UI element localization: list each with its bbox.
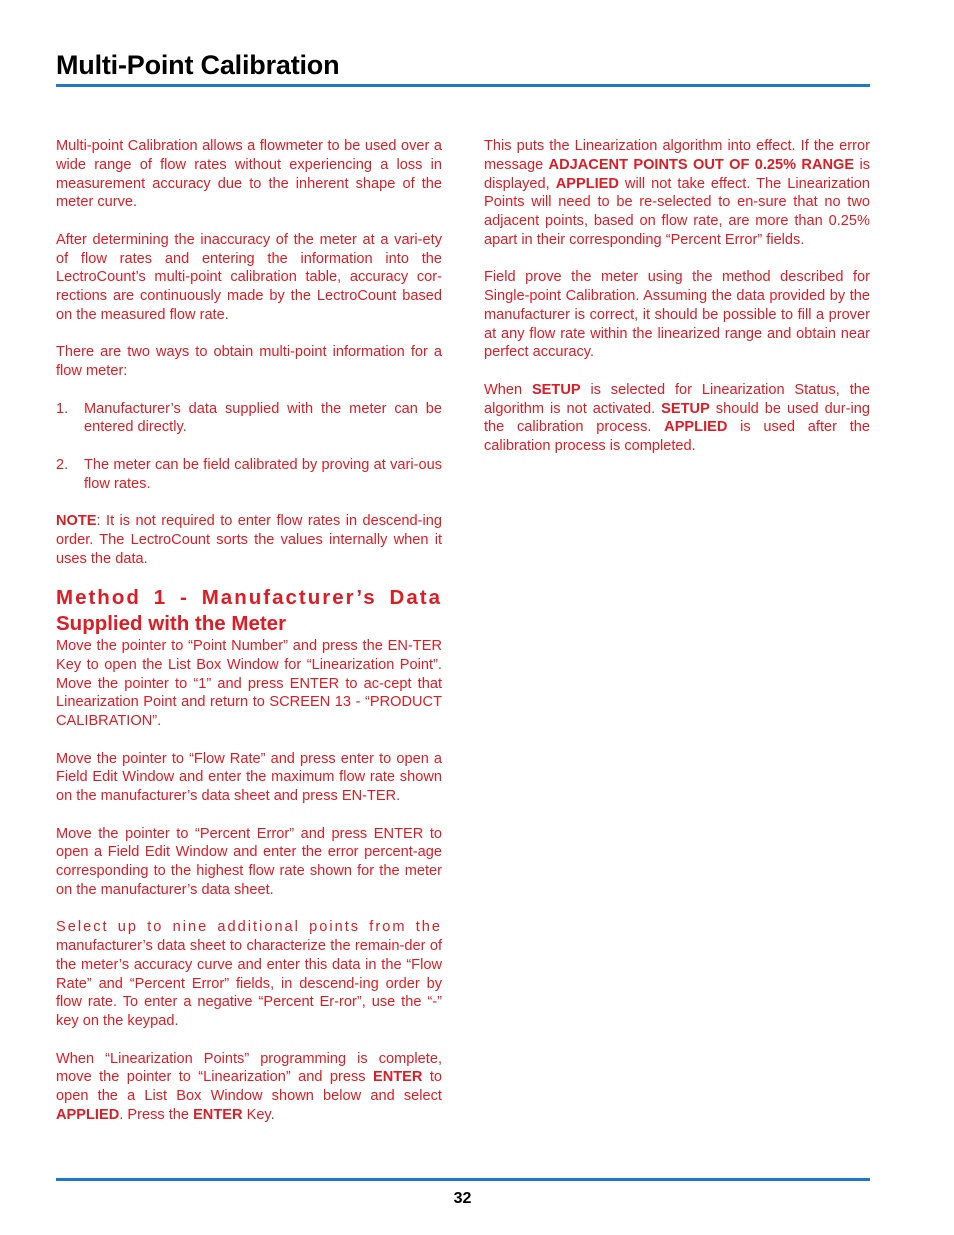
note-paragraph xyxy=(56,512,442,568)
text-run: . Press the xyxy=(119,1106,194,1123)
list-item xyxy=(56,400,442,438)
header-rule xyxy=(56,84,870,87)
text-run: is selected for Linearization Status, the algorithm is not activated. xyxy=(484,381,870,417)
field-prove-paragraph: Field prove the meter using the method described for Single-point Calibration. Assuming the data provided by the manufacturer is correct, it should be possible to fill a prover at any flow rate within the linearized range and obtain near perfect accuracy. xyxy=(484,269,870,361)
flow-rate-paragraph: Move the pointer to “Flow Rate” and press enter to open a Field Edit Window and enter the maximum flow rate shown on the manufacturer’s data sheet and press EN-TER. xyxy=(56,750,442,804)
additional-points-paragraph xyxy=(56,918,442,1031)
list-item-number: 2. xyxy=(56,456,69,473)
left-column xyxy=(56,137,442,1143)
text-run: When “Linearization Points” programming is complete, move the pointer to “Linearization” and press xyxy=(56,1050,442,1086)
methods-list xyxy=(56,400,442,494)
footer-rule xyxy=(56,1178,870,1181)
inaccuracy-paragraph: After determining the inaccuracy of the meter at a vari-ety of flow rates and entering the information into the LectroCount’s multi-point calibration table, accuracy cor-rections are continuously made by the LectroCount based on the measured flow rate. xyxy=(56,231,442,323)
text-run: is used after the calibration process is completed. xyxy=(484,419,870,454)
page-title: Multi-Point Calibration xyxy=(56,50,340,80)
setup-keyword: SETUP xyxy=(661,400,710,417)
intro-paragraph: Multi-point Calibration allows a flowmeter to be used over a wide range of flow rates without experiencing a loss in measurement accuracy due to the inherent shape of the meter curve. xyxy=(56,138,442,211)
list-item-text: The meter can be field calibrated by proving at vari-ous flow rates. xyxy=(84,456,442,492)
page-number: 32 xyxy=(453,1190,472,1207)
list-item-text: Manufacturer’s data supplied with the meter can be entered directly. xyxy=(84,400,442,436)
setup-keyword: SETUP xyxy=(531,381,581,398)
section-heading-line2: Supplied with the Meter xyxy=(56,612,287,635)
text-run: Key. xyxy=(242,1106,275,1123)
applied-keyword: APPLIED xyxy=(56,1106,120,1123)
enter-keyword: ENTER xyxy=(372,1069,423,1086)
text-run: should be used dur-ing the calibration process. xyxy=(484,400,870,436)
text-run: to open the a List Box Window shown below and select xyxy=(56,1069,442,1104)
list-item xyxy=(56,456,442,494)
list-item-number: 1. xyxy=(56,400,69,417)
linearization-complete-paragraph xyxy=(56,1050,442,1125)
applied-keyword: APPLIED xyxy=(664,419,728,436)
note-text: : It is not required to enter flow rates in descend-ing order. The LectroCount sorts the values internally when it uses the data. xyxy=(56,513,442,567)
additional-points-rest: manufacturer’s data sheet to characterize the remain-der of the meter’s accuracy curve and enter this data in the “Flow Rate” and “Percent Error” fields, in descend-ing order by flow rate. To enter a negative “Percent Er-ror”, use the “-” key on the keypad. xyxy=(56,938,442,1029)
enter-keyword: ENTER xyxy=(193,1106,243,1123)
two-ways-paragraph: There are two ways to obtain multi-point information for a flow meter: xyxy=(56,344,442,379)
note-label: NOTE xyxy=(56,513,97,529)
text-run: This puts the Linearization algorithm into effect. If the error message xyxy=(484,138,870,173)
text-run: is displayed, xyxy=(484,156,870,192)
algorithm-effect-paragraph xyxy=(484,137,870,250)
text-run: When xyxy=(484,381,532,398)
section-heading-line1: Method 1 - Manufacturer’s Data xyxy=(56,586,442,609)
right-column xyxy=(484,137,870,475)
text-run: will not take effect. The Linearization Points will need to be re-selected to en-sure that no two adjacent points, based on flow rate, are more than 0.25% apart in their corresponding “Percent Error” fields. xyxy=(484,175,870,248)
section-heading xyxy=(56,585,442,637)
error-message-keyword: ADJACENT POINTS OUT OF 0.25% RANGE xyxy=(548,156,855,173)
applied-keyword: APPLIED xyxy=(555,175,619,192)
point-number-paragraph: Move the pointer to “Point Number” and press the EN-TER Key to open the List Box Window for “Linearization Point”. Move the pointer to “1” and press ENTER to ac-cept that Linearization Point and return to SCREEN 13 - “PRODUCT CALIBRATION”. xyxy=(56,638,442,729)
percent-error-paragraph: Move the pointer to “Percent Error” and press ENTER to open a Field Edit Window and enter the error percent-age corresponding to the highest flow rate shown for the meter on the manufacturer’s data sheet. xyxy=(56,825,442,898)
additional-points-first-line: Select up to nine additional points from the xyxy=(56,919,442,936)
setup-status-paragraph xyxy=(484,381,870,456)
